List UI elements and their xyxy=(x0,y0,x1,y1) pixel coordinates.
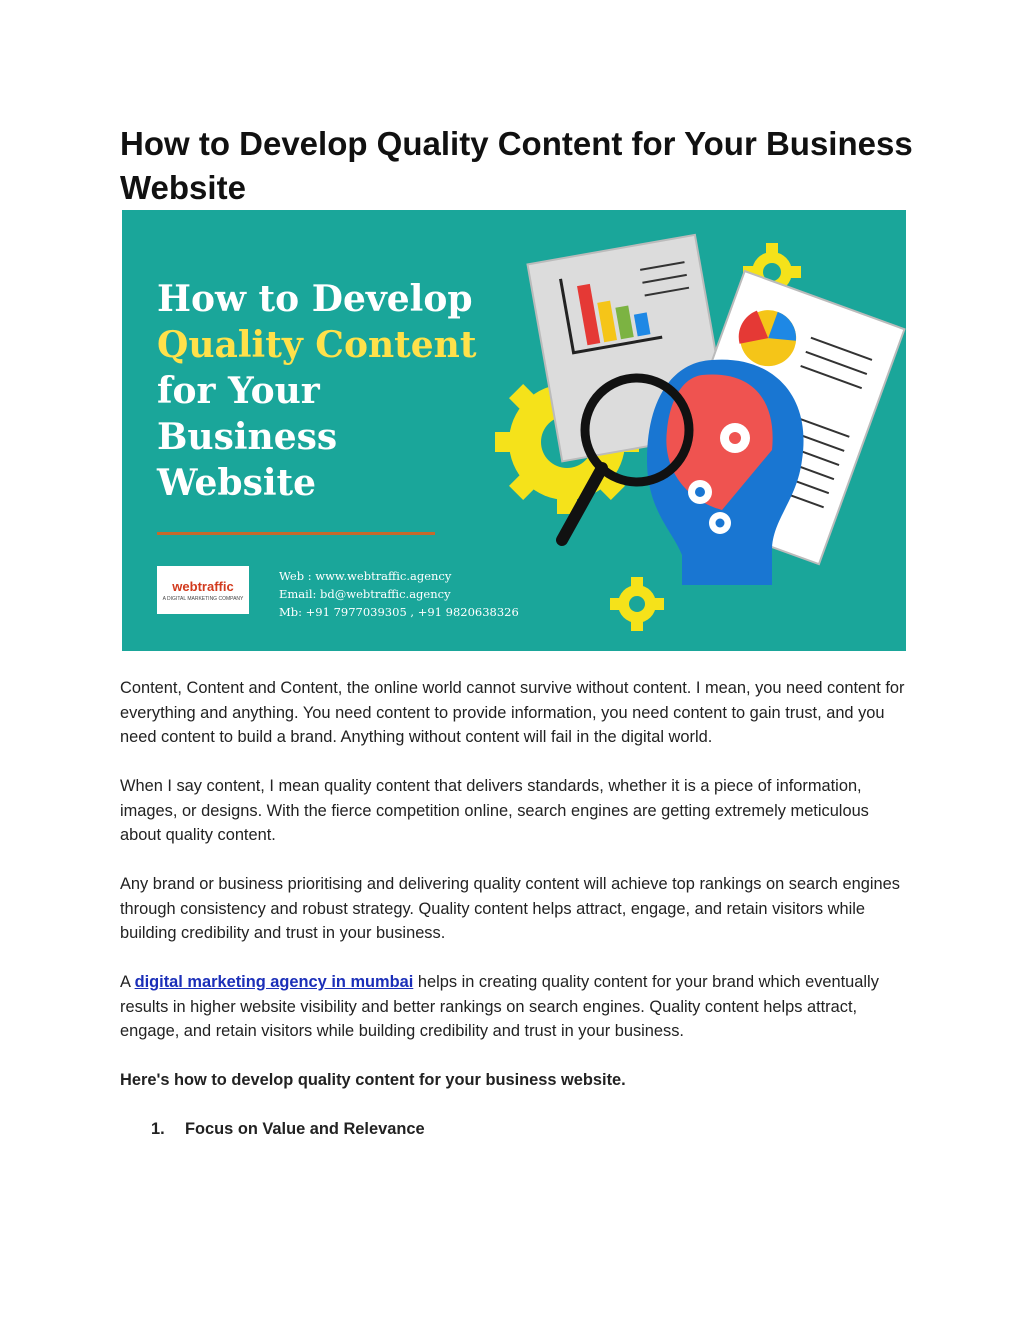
banner-line-5: Website xyxy=(157,462,317,504)
paragraph-4-suffix: helps in creating quality content for your brand which eventually results in higher website visibility and better rankings on search engines. Quality content helps attract, engage, and retain visitors while building credibility and trust in your business. xyxy=(120,973,879,1040)
logo-subtitle: A DIGITAL MARKETING COMPANY xyxy=(162,595,244,602)
banner-line-4: Business xyxy=(157,416,338,458)
paragraph-3: Any brand or business prioritising and delivering quality content will achieve top rankings on search engines through consistency and robust strategy. Quality content helps attract, engage, and retain visitors while building credibility and trust in your business. xyxy=(120,875,900,942)
paragraph-4-prefix: A xyxy=(120,973,135,991)
agency-link[interactable]: digital marketing agency in mumbai xyxy=(134,973,414,991)
banner-line-3: for Your xyxy=(157,370,320,412)
banner-divider xyxy=(157,532,435,535)
paragraph-1: Content, Content and Content, the online world cannot survive without content. I mean, you need content for everything and anything. You need content to provide information, you need content to gain trust, and you need content to build a brand. Anything without content will fail in the digital world. xyxy=(120,679,905,746)
contact-mobile: Mb: +91 7977039305 , +91 9820638326 xyxy=(279,605,519,619)
contact-email: Email: bd@webtraffic.agency xyxy=(279,587,451,601)
hero-banner-image xyxy=(122,210,906,651)
list-item xyxy=(151,1117,910,1142)
list-intro: Here's how to develop quality content for your business website. xyxy=(120,1071,626,1089)
logo-text: webtraffic xyxy=(172,578,234,594)
article-body xyxy=(120,676,910,1142)
page-title: How to Develop Quality Content for Your Business Website xyxy=(120,125,913,206)
bottom-gear-icon xyxy=(610,577,664,631)
paragraph-2: When I say content, I mean quality content that delivers standards, whether it is a piece of information, images, or designs. With the fierce competition online, search engines are getting extremely meticulous about quality content. xyxy=(120,777,869,844)
list-label: Focus on Value and Relevance xyxy=(185,1120,425,1138)
banner-headline xyxy=(157,276,476,506)
paragraph-4 xyxy=(120,970,910,1044)
list-number: 1. xyxy=(151,1120,165,1138)
banner-line-1: How to Develop xyxy=(157,278,473,320)
company-logo xyxy=(157,566,249,614)
contact-web: Web : www.webtraffic.agency xyxy=(279,569,452,583)
content-illustration xyxy=(472,210,906,651)
banner-line-2: Quality Content xyxy=(157,324,477,366)
